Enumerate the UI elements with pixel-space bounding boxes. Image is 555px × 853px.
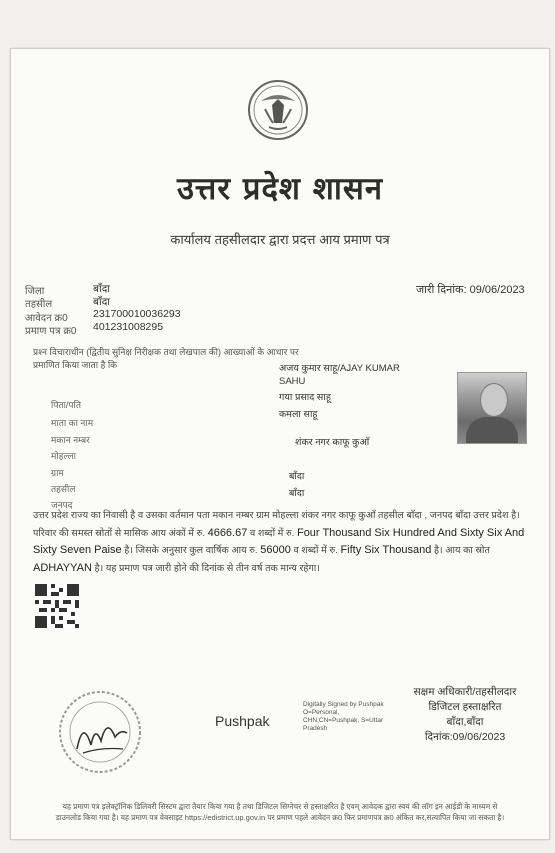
digital-line-3: CHN,CN=Pushpak, S=Uttar [303,717,384,724]
official-seal-icon [57,689,143,775]
statement-part-5: है। आय का स्रोत [433,545,490,556]
statement-part-3: है। जिसके अनुसार कुल वार्षिक आय रु. [124,545,258,556]
photo-body [466,417,518,443]
district-label: जिला [25,286,45,297]
officer-title: सक्षम अधिकारी/तहसीलदार [413,686,517,698]
officer-date: दिनांक:09/06/2023 [424,731,506,743]
digital-signature-info [303,701,395,733]
page-title: उत्तर प्रदेश शासन [176,171,384,207]
intro-line-2: प्रमाणित किया जाता है कि [33,360,118,370]
tehsil-value: बाँदा [93,296,111,308]
tehsil-field-value: बाँदा [289,471,305,482]
intro-line-1: प्रश्‍न विचाराधीन (द्वितीय सुनिक्ष निरीक्षक तथा लेखपाल की) आख्याओं के आधार पर [33,347,299,357]
signer-name: Pushpak [215,713,270,729]
officer-digital-signed: डिजिटल हस्ताक्षरित [428,701,502,713]
income-statement [33,508,533,577]
tehsil-label: तहसील [25,299,53,310]
janpad-label: जनपद [51,500,73,510]
house-label: मकान नम्बर [51,435,90,445]
applicant-name: अजय कुमार साहू/AJAY KUMAR SAHU [279,363,400,387]
footer-line-2: डाउनलोड किया गया है। यह प्रमाण पत्र वेबसाइट https://edistrict.up.gov.in पर प्रमाण पहले आवेदन क्र0 फिर प्रमाणपत्र क्र0 अंकित कर,सत्यापित किया जा सकता है। [55,813,505,822]
officer-block [395,685,535,745]
village-label: ग्राम [51,468,64,478]
monthly-income-words: Four Thousand Six Hundred And Sixty Six And Sixty Seven Paise [33,526,525,556]
footer-note [23,801,537,823]
father-value: गया प्रसाद साहू [279,392,331,403]
certificate-label: प्रमाण पत्र क्र0 [25,326,77,337]
applicant-photo [457,372,527,444]
district-value: बाँदा [93,283,111,295]
footer-line-1: यह प्रमाण पत्र इलेक्ट्रॉनिक डिलिवरी सिस्टम द्वारा तैयार किया गया है तथा डिजिटल सिग्नेचर से हस्ताक्षरित है एवम् आवेदक द्वारा स्वयं की लॉग इन आईडी के माध्यम से [62,802,498,811]
annual-income-amount: 56000 [260,544,291,556]
janpad-value: बाँदा [289,488,305,499]
page-subtitle: कार्यालय तहसीलदार द्वारा प्रदत्त आय प्रमाण पत्र [170,232,390,247]
statement-part-1: उत्तर प्रदेश राज्य का निवासी है व उसका वर्तमान पता मकान नम्बर ग्राम मोहल्ला शंकर नगर काफू कुआँ तहसील बाँदा , जनपद बाँदा उत्तर प्रदेश है। परिवार की समस्त स्रोतों से मासिक आय अंकों में रु. [33,510,520,539]
application-label: आवेदन क्र0 [25,313,68,324]
monthly-income-amount: 4666.67 [207,526,248,539]
certificate-number: 401231008295 [93,321,164,333]
locality-value: शंकर नगर काफू कुआँ [295,437,370,448]
digital-line-2: O=Personal, [303,709,340,716]
annual-income-words: Fifty Six Thousand [340,544,432,556]
locality-label: मोहल्ला [51,451,76,461]
mother-value: कमला साहू [279,409,318,420]
statement-part-4: व शब्दों में रु. [293,545,338,556]
mother-label: माता का नाम [51,418,94,428]
qr-code-icon [35,584,79,628]
digital-line-1: Digitally Signed by Pushpak [303,701,384,708]
statement-part-2: व शब्दों में रु. [249,527,295,539]
statement-part-6: है। यह प्रमाण पत्र जारी होने की दिनांक से तीन वर्ष तक मान्य रहेगा। [94,562,320,574]
issue-date: जारी दिनांक: 09/06/2023 [416,284,525,296]
officer-place: बाँदा,बाँदा [446,716,484,728]
tehsil-field-label: तहसील [51,484,76,494]
digital-line-4: Pradesh [303,725,328,732]
certificate-sheet [10,48,550,840]
photo-face [480,383,508,417]
income-source: ADHAYYAN [33,561,92,574]
up-state-emblem-icon [247,79,309,141]
father-label: पिता/पति [51,400,81,410]
application-number: 231700010036293 [93,308,181,320]
